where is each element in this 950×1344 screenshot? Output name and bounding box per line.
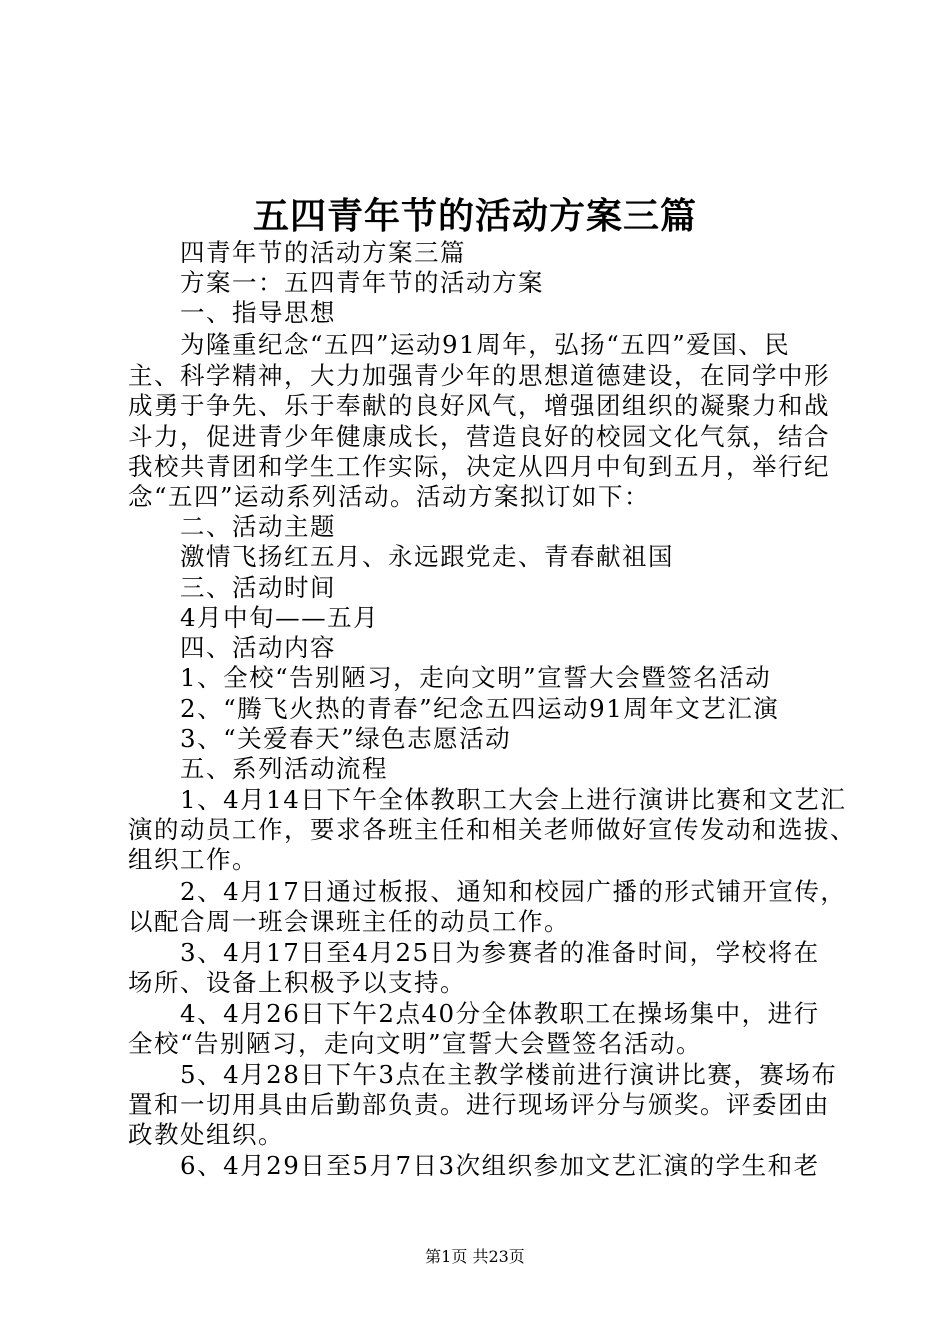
text-line: 三、活动时间 [180,573,336,602]
page-footer: 第1页 共23页 [425,1247,525,1266]
text-line: 四、活动内容 [180,633,336,662]
text-line: 1、4月14日下午全体教职工大会上进行演讲比赛和文艺汇 [180,785,847,814]
text-line: 4、4月26日下午2点40分全体教职工在操场集中，进行 [180,999,820,1028]
text-line: 为隆重纪念“五四”运动91周年，弘扬“五四”爱国、民 [180,330,791,359]
document-title: 五四青年节的活动方案三篇 [252,195,697,237]
text-line: 全校“告别陋习，走向文明”宣誓大会暨签名活动。 [128,1029,703,1058]
text-line: 组织工作。 [128,845,258,874]
text-line: 6、4月29日至5月7日3次组织参加文艺汇演的学生和老 [180,1151,820,1180]
text-line: 成勇于争先、乐于奉献的良好风气，增强团组织的凝聚力和战 [128,391,830,420]
text-line: 3、“关爱春天”绿色志愿活动 [180,724,512,753]
text-line: 激情飞扬红五月、永远跟党走、青春献祖国 [180,542,674,571]
text-line: 2、4月17日通过板报、通知和校园广播的形式铺开宣传， [180,877,847,906]
text-line: 五、系列活动流程 [180,754,388,783]
text-line: 以配合周一班会课班主任的动员工作。 [128,907,570,936]
text-line: 2、“腾飞火热的青春”纪念五四运动91周年文艺汇演 [180,694,780,723]
text-line: 一、指导思想 [180,298,336,327]
text-line: 场所、设备上积极予以支持。 [128,968,466,997]
text-line: 3、4月17日至4月25日为参赛者的准备时间，学校将在 [180,938,820,967]
text-line: 政教处组织。 [128,1120,284,1149]
text-line: 四青年节的活动方案三篇 [180,238,466,267]
text-line: 我校共青团和学生工作实际，决定从四月中旬到五月，举行纪 [128,452,830,481]
text-line: 主、科学精神，大力加强青少年的思想道德建设，在同学中形 [128,361,830,390]
text-line: 演的动员工作，要求各班主任和相关老师做好宣传发动和选拔、 [128,815,856,844]
text-line: 二、活动主题 [180,512,336,541]
text-line: 方案一：五四青年节的活动方案 [180,268,544,297]
text-line: 斗力，促进青少年健康成长，营造良好的校园文化气氛，结合 [128,422,830,451]
text-line: 念“五四”运动系列活动。活动方案拟订如下： [128,482,651,511]
text-line: 5、4月28日下午3点在主教学楼前进行演讲比赛，赛场布 [180,1060,838,1089]
text-line: 4月中旬——五月 [180,603,380,632]
text-line: 置和一切用具由后勤部负责。进行现场评分与颁奖。评委团由 [128,1090,830,1119]
text-line: 1、全校“告别陋习，走向文明”宣誓大会暨签名活动 [180,663,772,692]
